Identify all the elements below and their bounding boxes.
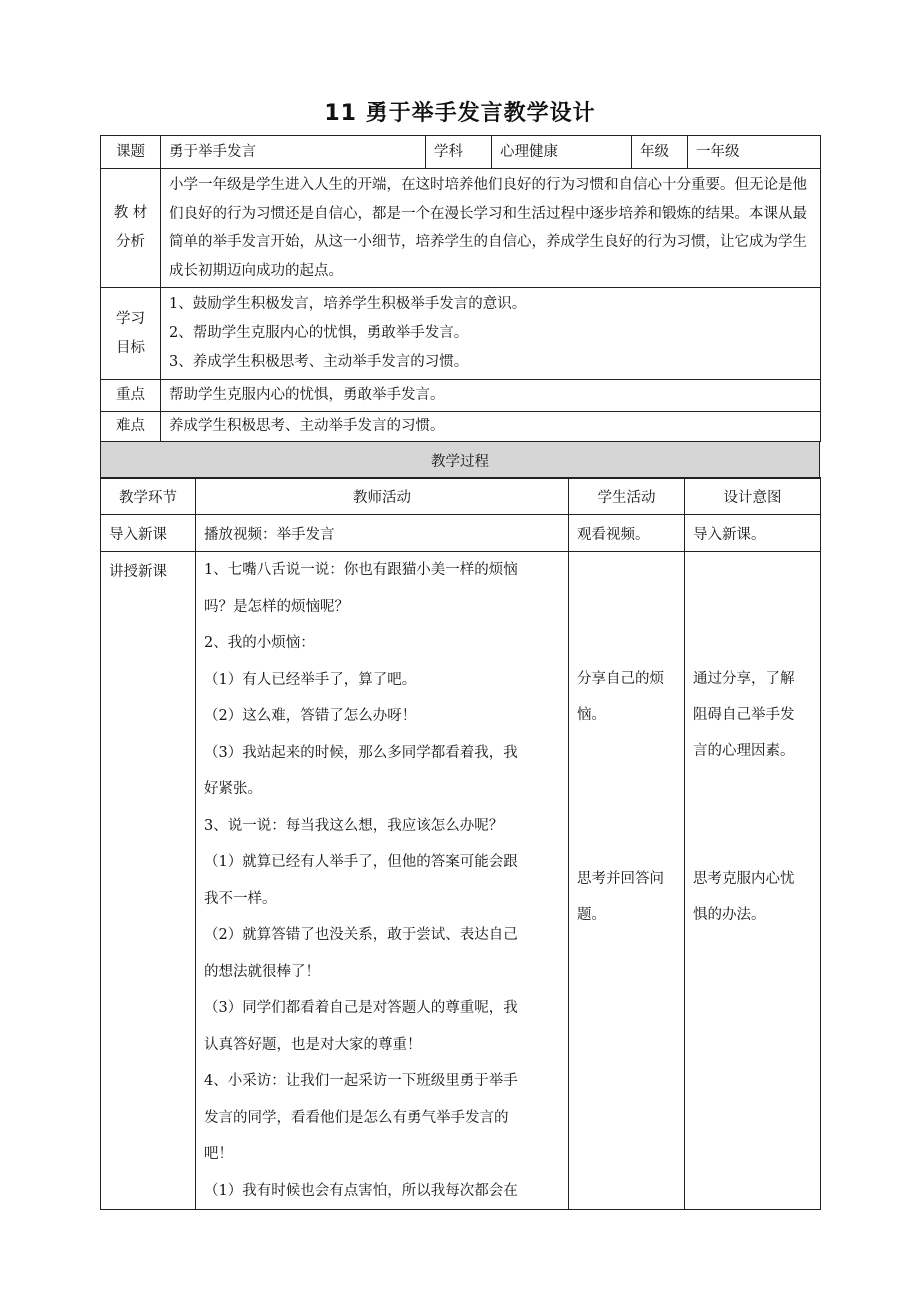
teacher-line: 好紧张。: [204, 781, 262, 797]
teacher-line: 吗？是怎样的烦恼呢？: [204, 598, 349, 615]
teacher-line: （2）这么难，答错了怎么办呀！: [204, 708, 417, 724]
page-title: 11 勇于举手发言教学设计: [324, 101, 596, 126]
table-row: [101, 515, 821, 552]
difficult-text: 养成学生积极思考、主动举手发言的习惯。: [161, 412, 821, 442]
teach-purpose: [685, 552, 821, 1210]
col-stage: 教学环节: [101, 478, 196, 515]
intro-teacher: 播放视频：举手发言: [196, 515, 569, 552]
process-header-table: [100, 441, 820, 479]
goals-label-line-2: 目标: [116, 339, 145, 356]
teacher-line: 3、说一说：每当我这么想，我应该怎么办呢？: [204, 817, 504, 834]
teacher-line: （1）有人已经举手了，算了吧。: [204, 671, 417, 688]
teacher-line: （3）我站起来的时候，那么多同学都看着我，我: [204, 744, 518, 761]
intro-stage: 导入新课: [101, 515, 196, 552]
topic-value: 勇于举手发言: [161, 136, 426, 169]
table-row: [101, 552, 821, 1210]
intro-purpose: 导入新课。: [685, 515, 821, 552]
col-teacher: 教师活动: [196, 478, 569, 515]
purpose-line: 思考克服内心忧: [693, 871, 795, 887]
teacher-line: 1、七嘴八舌说一说：你也有跟猫小美一样的烦恼: [204, 562, 518, 578]
student-activity-line: 思考并回答问: [577, 871, 664, 887]
topic-label: 课题: [101, 136, 161, 169]
teacher-line: （1）我有时候也会有点害怕，所以我每次都会在: [204, 1182, 518, 1199]
teach-student: [569, 552, 685, 1210]
teacher-line: （2）就算答错了也没关系，敢于尝试、表达自己: [204, 927, 518, 943]
teacher-line: 认真答好题，也是对大家的尊重！: [204, 1036, 422, 1053]
teacher-line: 吧！: [204, 1146, 233, 1162]
goals-label-line-1: 学习: [116, 310, 145, 327]
subject-label: 学科: [426, 136, 492, 169]
purpose-line: 通过分享，了解: [693, 671, 795, 687]
process-header: 教学过程: [101, 442, 820, 479]
analysis-label-line-1: 教 材: [113, 205, 148, 221]
teacher-line: （1）就算已经有人举手了，但他的答案可能会跟: [204, 854, 518, 870]
goal-item: 3、养成学生积极思考、主动举手发言的习惯。: [169, 354, 469, 370]
goal-item: 2、帮助学生克服内心的忧惧，勇敢举手发言。: [169, 325, 469, 341]
purpose-line: 惧的办法。: [693, 907, 766, 923]
lesson-info-table: [100, 135, 821, 442]
subject-value: 心理健康: [492, 136, 632, 169]
intro-student: 观看视频。: [569, 515, 685, 552]
teacher-line: 的想法就很棒了！: [204, 963, 320, 980]
grade-value: 一年级: [688, 136, 821, 169]
purpose-line: 阻碍自己举手发: [693, 707, 795, 723]
difficult-label: 难点: [101, 412, 161, 442]
teacher-line: 发言的同学，看看他们是怎么有勇气举手发言的: [204, 1109, 509, 1126]
student-activity-line: 题。: [577, 907, 606, 923]
goals-list: [161, 288, 821, 380]
teach-teacher: [196, 552, 569, 1210]
col-student: 学生活动: [569, 478, 685, 515]
teacher-line: （3）同学们都看着自己是对答题人的尊重呢，我: [204, 1000, 518, 1016]
process-table: [100, 477, 821, 1210]
goals-label: [101, 288, 161, 380]
goal-item: 1、鼓励学生积极发言，培养学生积极举手发言的意识。: [169, 296, 527, 312]
teacher-line: 2、我的小烦恼：: [204, 635, 315, 651]
key-text: 帮助学生克服内心的忧惧，勇敢举手发言。: [161, 380, 821, 412]
analysis-text: 小学一年级是学生进入人生的开端，在这时培养他们良好的行为习惯和自信心十分重要。但无论是他们良好的行为习惯还是自信心，都是一个在漫长学习和生活过程中逐步培养和锻炼的结果。本课从最简单的举手发言开始，从这一小细节，培养学生的自信心，养成学生良好的行为习惯，让它成为学生成长初期迈向成功的起点。: [161, 169, 821, 288]
analysis-label-line-2: 分析: [116, 234, 145, 250]
teacher-line: 我不一样。: [204, 890, 277, 907]
student-activity-line: 恼。: [577, 707, 606, 723]
teach-stage: 讲授新课: [101, 552, 196, 1210]
analysis-label: [101, 169, 161, 288]
key-label: 重点: [101, 380, 161, 412]
process-head-row: [101, 478, 821, 515]
col-purpose: 设计意图: [685, 478, 821, 515]
purpose-line: 言的心理因素。: [693, 743, 795, 759]
teacher-line: 4、小采访：让我们一起采访一下班级里勇于举手: [204, 1073, 518, 1089]
student-activity-line: 分享自己的烦: [577, 671, 664, 687]
grade-label: 年级: [632, 136, 688, 169]
